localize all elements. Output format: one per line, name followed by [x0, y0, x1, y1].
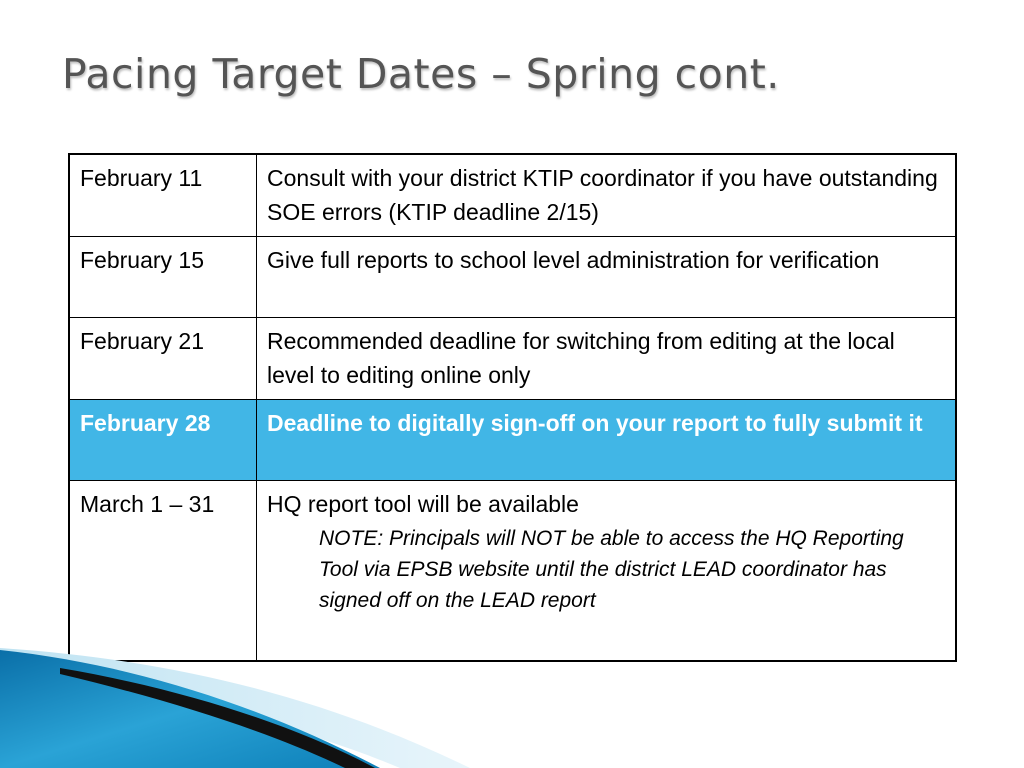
description-cell: Consult with your district KTIP coordinator if you have outstanding SOE errors (KTIP deadline 2/15) [257, 154, 957, 237]
date-cell: March 1 – 31 [69, 481, 257, 662]
description-cell: Recommended deadline for switching from editing at the local level to editing online only [257, 318, 957, 400]
dark-swoosh [60, 668, 375, 768]
blue-swoosh [0, 650, 380, 768]
date-cell: February 21 [69, 318, 257, 400]
date-cell: February 28 [69, 400, 257, 481]
slide-title: Pacing Target Dates – Spring cont. [62, 50, 780, 98]
light-blue-swoosh [0, 648, 470, 768]
description-cell: Give full reports to school level administration for verification [257, 237, 957, 318]
date-cell: February 15 [69, 237, 257, 318]
table-row [69, 237, 956, 318]
pacing-table [68, 153, 957, 662]
description-text: HQ report tool will be available [267, 491, 579, 517]
table-row-highlighted [69, 400, 956, 481]
date-cell: February 11 [69, 154, 257, 237]
description-cell [257, 481, 957, 662]
description-cell: Deadline to digitally sign-off on your report to fully submit it [257, 400, 957, 481]
table-row [69, 318, 956, 400]
table-row [69, 481, 956, 662]
note-text: NOTE: Principals will NOT be able to access the HQ Reporting Tool via EPSB website until the district LEAD coordinator has signed off on the LEAD report [319, 527, 904, 612]
table-row [69, 154, 956, 237]
